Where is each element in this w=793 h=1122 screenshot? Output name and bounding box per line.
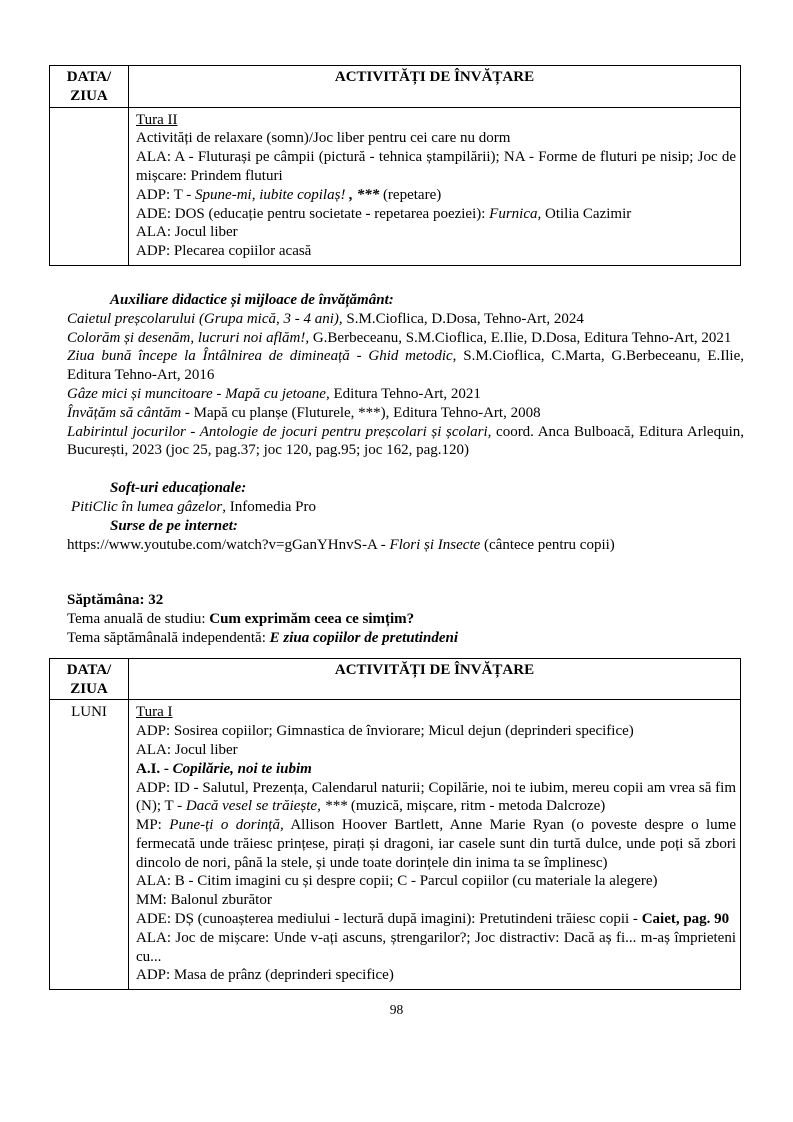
paragraph: [136, 872, 736, 891]
table-top-header-activities-cell: ACTIVITĂȚI DE ÎNVĂȚARE: [129, 66, 741, 108]
paragraph: [136, 205, 736, 224]
text-run: S.M.Cioflica, D.Dosa, Tehno-Art, 2024: [342, 310, 584, 327]
text-run: https://www.youtube.com/watch?v=gGanYHnvS-A -: [67, 536, 390, 553]
paragraph: [67, 536, 744, 555]
paragraph: [136, 760, 736, 779]
paragraph: [67, 310, 744, 329]
paragraph: [136, 111, 736, 130]
text-run: (repetare): [379, 186, 442, 203]
paragraph: [136, 242, 736, 261]
paragraph: [136, 703, 736, 722]
paragraph: [67, 347, 744, 385]
text-run: ADP: Masa de prânz (deprinderi specifice): [136, 967, 394, 984]
text-run: Labirintul jocurilor - Antologie de jocuri pentru preșcolari și școlari,: [67, 423, 492, 440]
table-week-header-activities-cell: ACTIVITĂȚI DE ÎNVĂȚARE: [129, 658, 741, 700]
paragraph: [136, 779, 736, 817]
text-run: Tura I: [136, 704, 173, 721]
text-run: ALA: B - Citim imagini cu și despre copii; C - Parcul copiilor (cu materiale la alegere): [136, 873, 658, 890]
table-top-row: [50, 107, 741, 265]
paragraph: [136, 129, 736, 148]
text-run: Editura Tehno-Art, 2021: [329, 385, 481, 402]
text-run: (cântece pentru copii): [480, 536, 615, 553]
text-run: MM: Balonul zburător: [136, 892, 272, 909]
table-week-header-row: [50, 658, 741, 700]
text-run: Cum exprimăm ceea ce simțim?: [209, 611, 415, 628]
text-run: Învățăm să cântăm: [67, 404, 182, 421]
text-run: Tema anuală de studiu:: [67, 611, 210, 628]
activities-table-week32: [49, 658, 741, 991]
paragraph: [67, 610, 744, 629]
table-week-row-luni: [50, 700, 741, 990]
text-run: E ziua copiilor de pretutindeni: [269, 629, 458, 646]
paragraph: [136, 741, 736, 760]
paragraph: [136, 891, 736, 910]
paragraph: [136, 910, 736, 929]
page-number: 98: [389, 1002, 404, 1018]
text-run: Copilărie, noi te iubim: [172, 760, 312, 777]
text-run: Surse de pe internet:: [110, 517, 238, 534]
paragraph: [136, 186, 736, 205]
text-run: Caietul preșcolarului (Grupa mică, 3 - 4 ani),: [67, 310, 343, 327]
table-top-header-day-cell: [50, 66, 129, 108]
paragraph: [136, 722, 736, 741]
text-run: Gâze mici și muncitoare - Mapă cu jetoane,: [67, 385, 330, 402]
text-run: Săptămâna: 32: [67, 592, 164, 609]
educational-software-section: [67, 479, 744, 517]
paragraph: [67, 591, 744, 610]
paragraph: [67, 423, 744, 461]
paragraph: [67, 385, 744, 404]
text-run: PitiClic în lumea gâzelor: [71, 498, 223, 515]
table-week-header-day-cell: [50, 658, 129, 700]
text-run: , Infomedia Pro: [222, 498, 316, 515]
table-top-day-cell: [50, 107, 129, 265]
text-run: ADP: ID - Salutul, Prezența, Calendarul naturii; Copilărie, noi te iubim, mereu copii am vrea să fim (N); T -: [136, 779, 736, 815]
paragraph: [67, 329, 744, 348]
paragraph: [136, 966, 736, 985]
text-run: , ***: [345, 186, 380, 203]
paragraph: [67, 498, 744, 517]
text-run: Colorăm și desenăm, lucruri noi aflăm!,: [67, 329, 310, 346]
text-run: ADP: Plecarea copiilor acasă: [136, 243, 312, 260]
text-run: ADP: T -: [136, 186, 196, 203]
text-run: Flori și Insecte: [389, 536, 481, 553]
text-run: Pune-ți o dorință,: [169, 817, 284, 834]
text-run: Allison Hoover Bartlett, Anne Marie Ryan (o poveste despre o lume fermecată unde trăiesc prințese, pirați și dragoni, iar casele sunt din turtă dulce, unde poți să zbori dincolo de nori, până la stele, și unde toate dorințele din inima ta se împlinesc): [136, 817, 736, 871]
table-top-activities-cell: [129, 107, 741, 265]
text-run: Otilia Cazimir: [541, 205, 632, 222]
text-run: MP:: [136, 817, 170, 834]
text-run: G.Berbeceanu, S.M.Cioflica, E.Ilie, D.Dosa, Editura Tehno-Art, 2021: [309, 329, 732, 346]
paragraph: [67, 404, 744, 423]
text-run: (muzică, mișcare, ritm - metoda Dalcroze): [347, 798, 606, 815]
text-run: Spune-mi, iubite copilaș!: [195, 186, 346, 203]
table-top-header-row: [50, 66, 741, 108]
paragraph: [67, 629, 744, 648]
text-run: ADP: Sosirea copiilor; Gimnastica de înviorare; Micul dejun (deprinderi specifice): [136, 723, 634, 740]
text-run: Ziua bună începe la Întâlnirea de dimineață - Ghid metodic: [67, 348, 453, 365]
text-run: A.I. -: [136, 760, 173, 777]
activities-table-top: [49, 65, 741, 266]
table-week-activities-cell: [129, 700, 741, 990]
header-day-line1: DATA/: [66, 69, 112, 85]
text-run: Dacă vesel se trăiește, ***: [185, 798, 348, 815]
paragraph: [67, 479, 744, 498]
text-run: Tura II: [136, 111, 178, 128]
text-run: ALA: A - Fluturași pe câmpii (pictură - tehnica ștampilării); NA - Forme de fluturi pe nisip; Joc de mișcare: Prindem fluturi: [136, 149, 736, 184]
paragraph: [67, 517, 744, 536]
text-run: Tema săptămânală independentă:: [67, 629, 270, 646]
header-day-line2: ZIUA: [70, 680, 108, 697]
auxiliary-materials-section: [67, 291, 744, 460]
text-run: ADE: DOS (educație pentru societate - repetarea poeziei):: [136, 205, 490, 222]
paragraph: [136, 223, 736, 242]
text-run: Furnica,: [489, 205, 542, 222]
paragraph: [136, 148, 736, 186]
text-run: coord. Anca Bulboacă, Editura Arlequin, București, 2023 (joc 25, pag.37; joc 120, pag.95; joc 162, pag.120): [67, 423, 744, 459]
paragraph: [136, 929, 736, 967]
header-day-line2: ZIUA: [70, 87, 108, 104]
text-run: , S.M.Cioflica, C.Marta, G.Berbeceanu, E.Ilie, Editura Tehno-Art, 2016: [67, 348, 744, 384]
table-week-day-cell: LUNI: [50, 700, 129, 990]
text-run: - Mapă cu planșe (Fluturele, ***), Editura Tehno-Art, 2008: [181, 404, 541, 421]
text-run: Caiet, pag. 90: [641, 911, 730, 928]
text-run: ALA: Jocul liber: [136, 224, 238, 241]
internet-sources-section: [67, 517, 744, 555]
text-run: ADE: DȘ (cunoașterea mediului - lectură după imagini): Pretutindeni trăiesc copii -: [136, 911, 642, 928]
week-32-heading-section: [67, 591, 744, 647]
text-run: ALA: Joc de mișcare: Unde v-ați ascuns, ștrengarilor?; Joc distractiv: Dacă aș fi... m-aș împrieteni cu...: [136, 929, 736, 965]
header-day-line1: DATA/: [66, 661, 112, 678]
text-run: Activități de relaxare (somn)/Joc liber pentru cei care nu dorm: [136, 130, 511, 147]
text-run: Soft-uri educaționale:: [110, 480, 247, 497]
text-run: Auxiliare didactice și mijloace de învățământ:: [110, 291, 394, 308]
text-run: ALA: Jocul liber: [136, 741, 238, 758]
paragraph: [67, 291, 744, 310]
paragraph: [136, 816, 736, 872]
